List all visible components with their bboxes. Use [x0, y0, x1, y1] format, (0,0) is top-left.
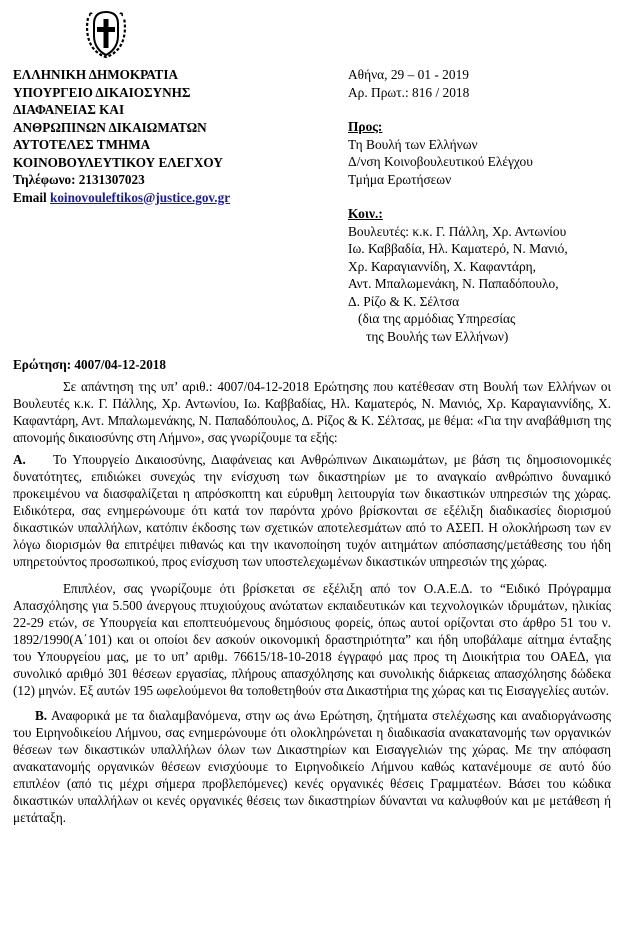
to-label: Προς:: [348, 119, 383, 134]
recipient-block: [348, 66, 613, 345]
sender-line: ΥΠΟΥΡΓΕΙΟ ΔΙΚΑΙΟΣΥΝΗΣ: [13, 84, 191, 100]
section-b-paragraph: [13, 707, 611, 826]
sender-line: ΑΝΘΡΩΠΙΝΩΝ ΔΙΚΑΙΩΜΑΤΩΝ: [13, 119, 207, 135]
cc-line: Δ. Ρίζο & Κ. Σέλτσα: [348, 293, 460, 309]
letter-body: [13, 378, 611, 831]
email-line: [13, 189, 313, 207]
section-b-text: Αναφορικά με τα διαλαμβανόμενα, στην ως άνω Ερώτηση, ζητήματα στελέχωσης και αναδιοργάνωσης του Ειρηνοδικείου Λήμνου, σας ενημερώνουμε ότι ολοκληρώνεται η διαδικασία ανακατανομής των οργανικών θέσεων των δικαστικών υπαλλήλων όλων των Δικαστηρίων και Εισαγγελιών της χώρας. Με την απόφαση ανακατανομής οργανικών θέσεων ενισχύουμε το Ειρηνοδικείο Λήμνου καθώς κατανέμουμε σε αυτό δύο επιπλέον (από τις μέχρι σήμερα προβλεπόμενες) κενές οργανικές θέσεις Γραμματέων. Βάσει του κώδικα δικαστικών υπαλλήλων οι κενές οργανικές θέσεις των δικαστηρίων δύνανται να καλυφθούν και με μετάθεση ή μετάταξη.: [13, 707, 611, 826]
to-line: Δ/νση Κοινοβουλευτικού Ελέγχου: [348, 154, 533, 169]
cc-note: (δια της αρμόδιας Υπηρεσίας: [358, 311, 516, 326]
email-label: Email: [13, 189, 50, 205]
section-a-extra-paragraph: Επιπλέον, σας γνωρίζουμε ότι βρίσκεται σε εξέλιξη από τον Ο.Α.Ε.Δ. το “Ειδικό Πρόγραμμα Απασχόλησης για 5.500 άνεργους πτυχιούχους ανώτατων εκπαιδευτικών και τεχνολογικών ιδρυμάτων, ηλικίας 22-29 ετών, σε Υπουργεία και εποπτευόμενους δημόσιους φορείς, όπως αυτοί ορίζονται στο άρθρο 51 του ν. 1892/1990(Α΄101) και οι οποίοι δεν ασκούν οικονομική δραστηριότητα” και ήδη υποβάλαμε αίτημα ένταξης του Υπουργείου μας, με το υπ’ αριθμ. 76615/18-10-2018 έγγραφό μας προς τη Διοικήτρια του ΟΑΕΔ, για συνολικό αριθμό 301 θέσεων εργασίας, πλήρους απασχόλησης και συνολικής διάρκειας απασχόλησης δώδεκα (12) μηνών. Εξ αυτών 195 ωφελούμενοι θα τοποθετηθούν στα Δικαστήρια της χώρας και τις Εισαγγελίες αυτών.: [13, 580, 611, 698]
question-reference: Ερώτηση: 4007/04-12-2018: [13, 357, 166, 372]
section-a-label: Α.: [13, 452, 26, 468]
email-link[interactable]: koinovouleftikos@justice.gov.gr: [50, 189, 231, 205]
sender-line: ΔΙΑΦΑΝΕΙΑΣ ΚΑΙ: [13, 102, 125, 117]
cc-line: Βουλευτές: κ.κ. Γ. Πάλλη, Χρ. Αντωνίου: [348, 223, 567, 239]
cc-label: Κοιν.:: [348, 206, 383, 221]
sender-line: ΑΥΤΟΤΕΛΕΣ ΤΜΗΜΑ: [13, 137, 151, 152]
cc-line: Αντ. Μπαλωμενάκη, Ν. Παπαδόπουλο,: [348, 276, 559, 291]
sender-block: [13, 66, 313, 206]
phone-line: Τηλέφωνο: 2131307023: [13, 172, 145, 187]
date-line: Αθήνα, 29 – 01 - 2019: [348, 67, 469, 82]
section-a-text: Το Υπουργείο Δικαιοσύνης, Διαφάνειας και Ανθρώπινων Δικαιωμάτων, με βάση τις δημοσιονομικές δυνατότητες, επιδιώκει συνεχώς την ενίσχυση των δικαστηρίων με το αναγκαίο ανθρώπινο δυναμικό προκειμένου να διασφαλίζεται η απρόσκοπτη και εύρυθμη λειτουργία των δικαστικών υπηρεσιών της χώρας. Ειδικότερα, σας ενημερώνουμε ότι κατά τον παρόντα χρόνο βρίσκονται σε εξέλιξη διαδικασίες διορισμού δικαστικών υπαλλήλων, κατόπιν έκδοσης των σχετικών αποτελεσμάτων από το ΑΣΕΠ. Η ολοκλήρωση των εν λόγω διορισμών θα επιτρέψει πιθανώς και την ικανοποίηση τυχόν αιτημάτων απόσπασης/μετάθεσης του ήδη υπηρετούντος προσωπικού, προς ενίσχυση των υποστελεχωμένων δικαστικών υπηρεσιών της χώρας.: [13, 452, 611, 570]
protocol-line: Αρ. Πρωτ.: 816 / 2018: [348, 84, 470, 100]
to-line: Τη Βουλή των Ελλήνων: [348, 136, 478, 152]
section-b-label: Β.: [35, 707, 48, 723]
cc-note: της Βουλής των Ελλήνων): [366, 328, 509, 344]
to-line: Τμήμα Ερωτήσεων: [348, 171, 452, 187]
sender-line: ΚΟΙΝΟΒΟΥΛΕΥΤΙΚΟΥ ΕΛΕΓΧΟΥ: [13, 154, 223, 170]
intro-paragraph: Σε απάντηση της υπ’ αριθ.: 4007/04-12-2018 Ερώτησης που κατέθεσαν στη Βουλή των Ελλήνων οι Βουλευτές κ.κ. Γ. Πάλλης, Χρ. Αντωνίου, Ιω. Καββαδίας, Ηλ. Καματερός, Ν. Μανιός, Χρ. Καραγιαννίδης, Χ. Καφαντάρη, Αντ. Μπαλωμενάκης, Ν. Παπαδόπουλος, Δ. Ρίζος & Κ. Σέλτσας, με θέμα: «Για την αναβάθμιση της απονομής δικαιοσύνης στη Λήμνο», σας γνωρίζουμε τα εξής:: [13, 379, 611, 446]
cc-line: Ιω. Καββαδία, Ηλ. Καματερό, Ν. Μανιό,: [348, 241, 568, 256]
sender-line: ΕΛΛΗΝΙΚΗ ΔΗΜΟΚΡΑΤΙΑ: [13, 67, 178, 82]
greek-coat-of-arms-icon: [84, 6, 128, 58]
section-a-paragraph: [13, 451, 611, 570]
cc-line: Χρ. Καραγιαννίδη, Χ. Καφαντάρη,: [348, 258, 536, 274]
